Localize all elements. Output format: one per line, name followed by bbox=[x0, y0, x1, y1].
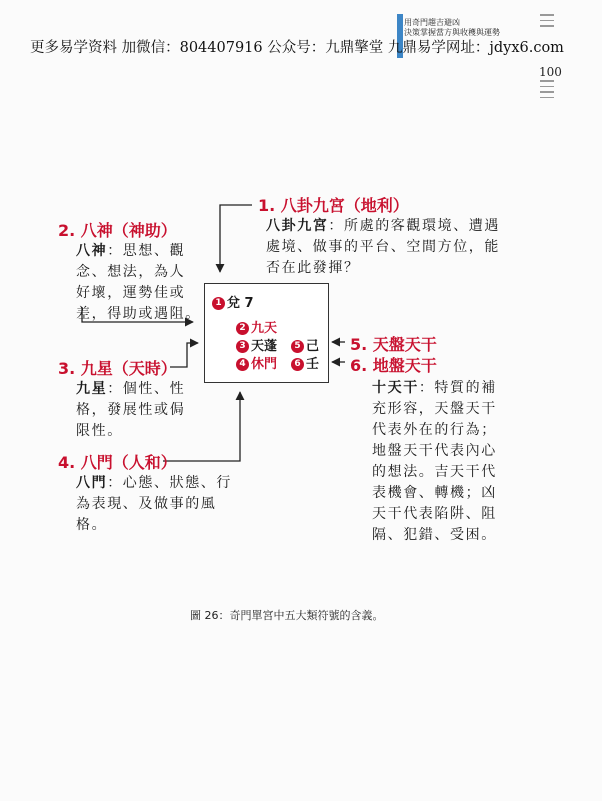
heaven-stem-cell: 5 己 bbox=[291, 335, 319, 354]
promo-banner: 更多易学资料 加微信：804407916 公众号：九鼎擎堂 九鼎易学网址：jdyx6.com bbox=[30, 40, 564, 56]
marker-4-icon: 4 bbox=[236, 358, 249, 371]
marker-6-icon: 6 bbox=[291, 358, 304, 371]
arrow-bagua bbox=[220, 205, 252, 272]
marker-1-icon: 1 bbox=[212, 297, 225, 310]
figure-caption: 圖 26：奇門單宮中五大類符號的含義。 bbox=[190, 609, 384, 622]
shen-title: 2. 八神（神助） bbox=[58, 221, 177, 240]
door-title: 4. 八門（人和） bbox=[58, 453, 177, 472]
star-title: 3. 九星（天時） bbox=[58, 359, 177, 378]
door-cell: 4 休門 bbox=[236, 353, 277, 372]
shen-description: 八神：思想、觀 念、想法，為人 好壞，運勢佳或 差，得助或遇阻。 bbox=[76, 243, 201, 322]
running-header-line2: 決策掌握當方與收穫與運勢 bbox=[404, 28, 500, 37]
door-description: 八門：心態、狀態、行 為表現、及做事的風 格。 bbox=[76, 475, 233, 533]
running-header-line1: 用奇門趨吉避凶 bbox=[404, 18, 460, 27]
marker-2-icon: 2 bbox=[236, 322, 249, 335]
marker-5-icon: 5 bbox=[291, 340, 304, 353]
earth-stem-title: 6. 地盤天干 bbox=[350, 356, 437, 375]
earth-stem-cell: 6 壬 bbox=[291, 353, 319, 372]
palace-cell: 1 兌 7 bbox=[212, 292, 254, 311]
god-cell: 2 九天 bbox=[236, 317, 277, 336]
bagua-description: 八卦九宮：所處的客觀環境、遭遇 處境、做事的平台、空間方位，能 否在此發揮？ bbox=[266, 218, 501, 276]
star-description: 九星：個性、性 格，發展性或侷 限性。 bbox=[76, 381, 186, 439]
page-number: 100 bbox=[539, 65, 562, 79]
marker-3-icon: 3 bbox=[236, 340, 249, 353]
bagua-title: 1. 八卦九宮（地利） bbox=[258, 196, 409, 215]
stems-description: 十天干：特質的補 充形容，天盤天干 代表外在的行為； 地盤天干代表內心 的想法。吉天干代 表機會、轉機；凶 天干代表陷阱、阻 隔、犯錯、受困。 bbox=[372, 380, 497, 543]
star-cell: 3 天蓬 bbox=[236, 335, 277, 354]
heaven-stem-title: 5. 天盤天干 bbox=[350, 335, 437, 354]
